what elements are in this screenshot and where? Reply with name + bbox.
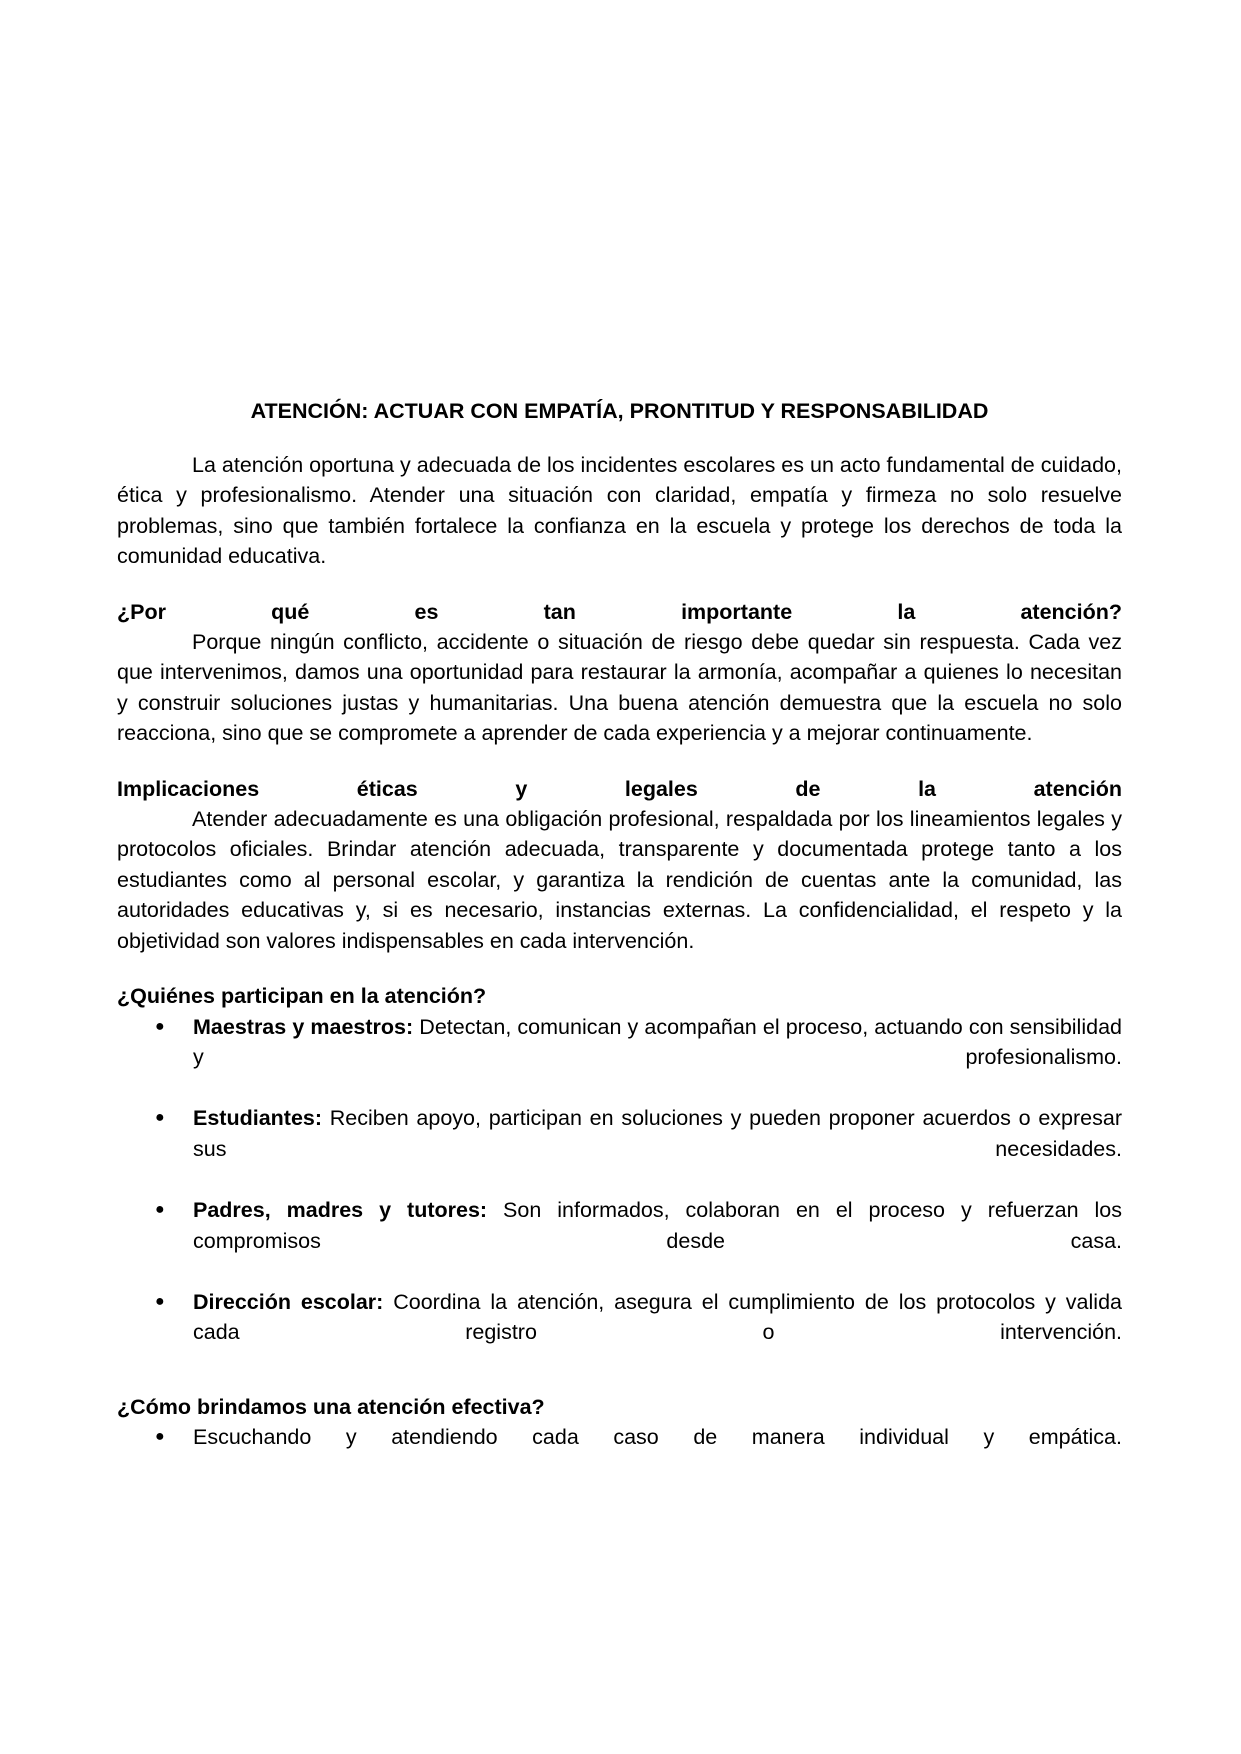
section-body-implications: Atender adecuadamente es una obligación profesional, respaldada por los lineamientos legales y protocolos oficiales. Brindar atención adecuada, transparente y documentada protege tanto a los estudiantes como al personal escolar, y garantiza la rendición de cuentas ante la comunidad, las autoridades educativas y, si es necesario, instancias externas. La confidencialidad, el respeto y la objetividad son valores indispensables en cada intervención. bbox=[117, 807, 1122, 953]
bullet-icon: ● bbox=[155, 1201, 165, 1219]
list-item bbox=[117, 1103, 1122, 1164]
section-participants bbox=[117, 981, 1122, 1348]
list-item bbox=[117, 1422, 1122, 1452]
list-item bbox=[117, 1287, 1122, 1348]
list-item-text: Coordina la atención, asegura el cumplimiento de los protocolos y valida cada registro o intervención. bbox=[193, 1289, 1122, 1345]
list-item-text: Reciben apoyo, participan en soluciones y pueden proponer acuerdos o expresar sus necesidades. bbox=[193, 1106, 1122, 1161]
list-item-text: Detectan, comunican y acompañan el proceso, actuando con sensibilidad y profesionalismo. bbox=[193, 1014, 1122, 1069]
section-heading-importance: ¿Por qué es tan importante la atención? bbox=[117, 599, 1122, 624]
section-importance bbox=[117, 597, 1122, 749]
section-effective bbox=[117, 1392, 1122, 1453]
list-item-label: Estudiantes: bbox=[193, 1106, 323, 1131]
bullet-icon: ● bbox=[155, 1017, 165, 1035]
bullet-icon: ● bbox=[155, 1428, 165, 1446]
list-item-label: Maestras y maestros: bbox=[193, 1014, 414, 1039]
intro-paragraph: La atención oportuna y adecuada de los incidentes escolares es un acto fundamental de cuidado, ética y profesionalismo. Atender una situación con claridad, empatía y firmeza no solo resuelve problemas, sino que también fortalece la confianza en la escuela y protege los derechos de toda la comunidad educativa. bbox=[117, 453, 1122, 569]
list-item bbox=[117, 1195, 1122, 1256]
list-item-text: Son informados, colaboran en el proceso y refuerzan los compromisos desde casa. bbox=[193, 1198, 1122, 1253]
list-item bbox=[117, 1012, 1122, 1073]
section-heading-implications: Implicaciones éticas y legales de la atención bbox=[117, 776, 1122, 801]
section-heading-participants: ¿Quiénes participan en la atención? bbox=[117, 984, 487, 1009]
page-title: ATENCIÓN: ACTUAR CON EMPATÍA, PRONTITUD Y RESPONSABILIDAD bbox=[250, 399, 989, 423]
list-item-label: Padres, madres y tutores: bbox=[193, 1198, 488, 1223]
document-page bbox=[117, 396, 1122, 1453]
list-item-label: Dirección escolar: bbox=[193, 1289, 384, 1314]
effective-list bbox=[117, 1422, 1122, 1452]
section-body-importance: Porque ningún conflicto, accidente o situación de riesgo debe quedar sin respuesta. Cada vez que intervenimos, damos una oportunidad para restaurar la armonía, acompañar a quienes lo necesitan y construir soluciones justas y humanitarias. Una buena atención demuestra que la escuela no solo reacciona, sino que se compromete a aprender de cada experiencia y a mejorar continuamente. bbox=[117, 630, 1122, 746]
bullet-icon: ● bbox=[155, 1109, 165, 1127]
bullet-icon: ● bbox=[155, 1292, 165, 1310]
section-heading-effective: ¿Cómo brindamos una atención efectiva? bbox=[117, 1394, 545, 1419]
participants-list bbox=[117, 1012, 1122, 1348]
section-implications bbox=[117, 774, 1122, 956]
list-item-text: Escuchando y atendiendo cada caso de manera individual y empática. bbox=[193, 1425, 1122, 1450]
